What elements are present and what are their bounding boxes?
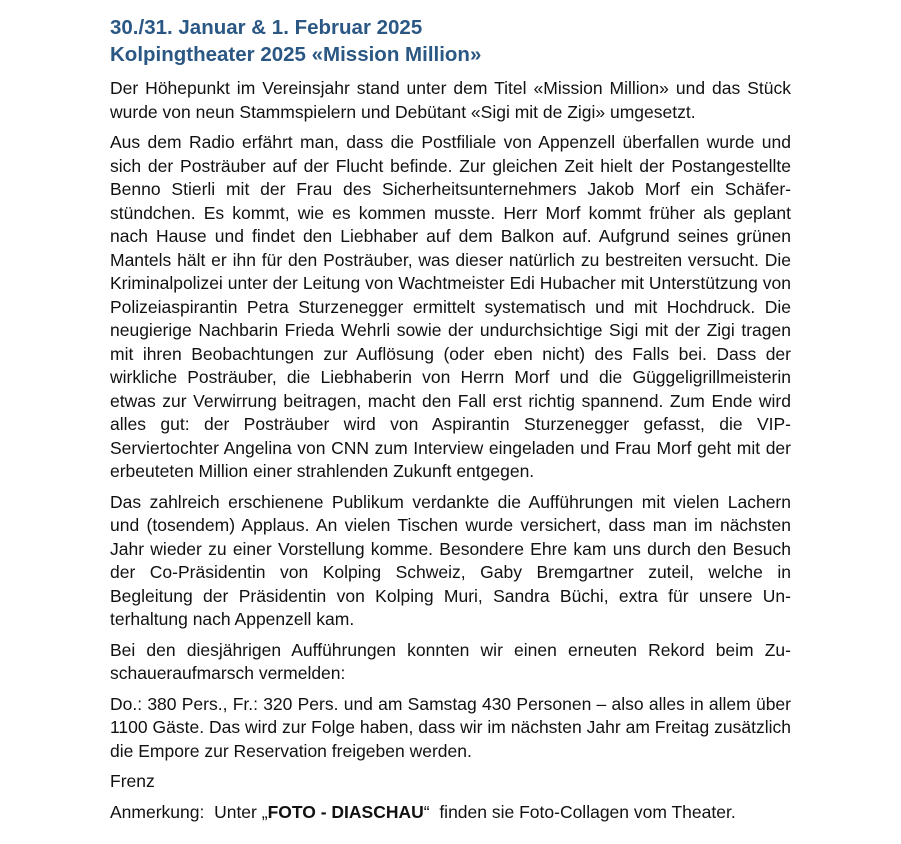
signature: Frenz (110, 771, 155, 791)
paragraph-record: Bei den diesjährigen Aufführungen konnten wir einen erneuten Rekord beim Zuschaueraufmarsch vermelden: (110, 639, 791, 683)
page-title (110, 14, 791, 68)
paragraph-intro: Der Höhepunkt im Vereinsjahr stand unter dem Titel «Mission Million» und das Stück wurde von neun Stammspielern und Debütant «Sigi mit de Zigi» umgesetzt. (110, 78, 791, 122)
paragraph-plot: Aus dem Radio erfährt man, dass die Postfiliale von Appenzell überfallen wurde und sich der Posträuber auf der Flucht befinde. Zur gleichen Zeit hielt der Postangestellte Benno Stierli mit der Frau des Sicherheitsunternehmers Jakob Morf ein Schäferstündchen. Es kommt, wie es kommen musste. Herr Morf kommt früher als geplant nach Hause und findet den Liebhaber auf dem Balkon auf. Aufgrund seines grünen Mantels hält er ihn für den Posträuber, was dieser natürlich zu bestreiten versucht. Die Kriminalpolizei unter der Leitung von Wachtmeister Edi Hubacher mit Unterstützung von Polizeiaspirantin Petra Sturzenegger ermittelt systematisch und mit Hochdruck. Die neugierige Nachbarin Frieda Wehrli sowie der undurchsichtige Sigi mit der Zigi tragen mit ihren Beobachtungen zur Auflösung (oder eben nicht) des Falls bei. Dass der wirkliche Posträuber, die Liebhaberin von Herrn Morf und die Güggeligrillmeisterin etwas zur Verwirrung beitragen, macht den Fall erst richtig spannend. Zum Ende wird alles gut: der Posträuber wird von Aspirantin Sturzenegger gefasst, die VIP-Serviertochter Angelina von CNN zum Interview eingeladen und Frau Morf geht mit der erbeuteten Million einer strahlenden Zukunft entgegen. (110, 132, 791, 481)
paragraph-audience: Das zahlreich erschienene Publikum verdankte die Aufführungen mit vielen Lachern und (tosendem) Applaus. An vielen Tischen wurde versichert, dass man im nächsten Jahr wieder zu einer Vorstellung komme. Besondere Ehre kam uns durch den Besuch der Co-Präsidentin von Kolping Schweiz, Gaby Bremgartner zuteil, welche in Begleitung der Präsidentin von Kolping Muri, Sandra Büchi, extra für unsere Unterhaltung nach Appenzell kam. (110, 491, 791, 629)
note-highlight: FOTO - DIASCHAU (267, 801, 424, 822)
title-name-line: Kolpingtheater 2025 «Mission Million» (110, 43, 482, 66)
note-prefix: Anmerkung: Unter „ (110, 801, 268, 822)
paragraph-attendance: Do.: 380 Pers., Fr.: 320 Pers. und am Samstag 430 Personen – also alles in allem über 1100 Gäste. Das wird zur Folge haben, dass wir im nächsten Jahr am Freitag zusätzlich die Empore zur Reservation freigeben werden. (110, 693, 791, 761)
note-suffix: “ finden sie Foto-Collagen vom Theater. (423, 801, 736, 822)
title-date-line: 30./31. Januar & 1. Februar 2025 (110, 16, 423, 39)
note (110, 801, 791, 825)
